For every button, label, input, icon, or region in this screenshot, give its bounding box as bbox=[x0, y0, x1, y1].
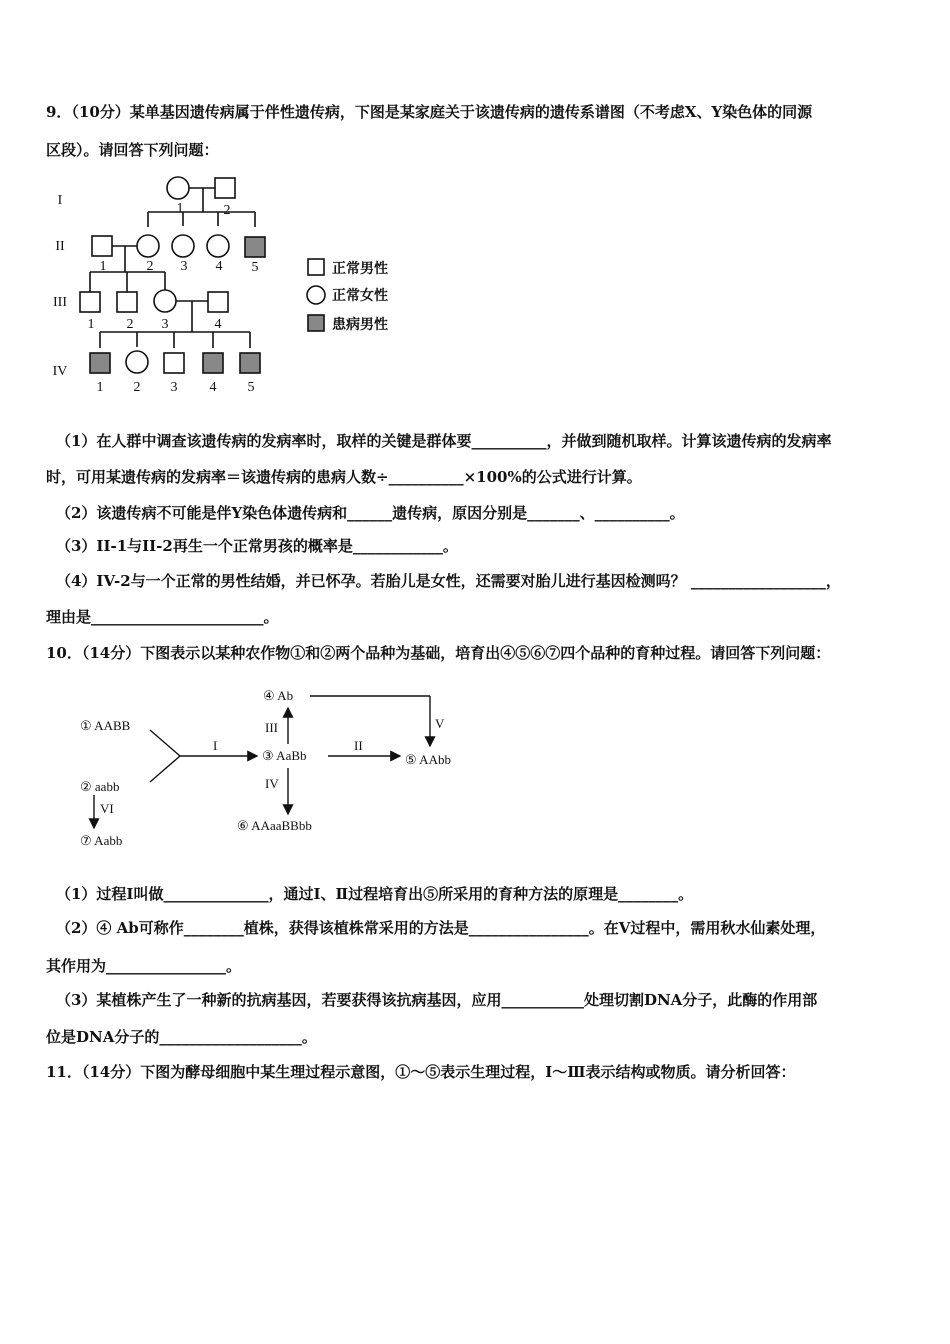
pedigree-III-2 bbox=[117, 292, 137, 312]
svg-text:2: 2 bbox=[146, 259, 154, 274]
process-I: I bbox=[213, 738, 218, 753]
q9-part2: （2）该遗传病不可能是伴Y染色体遗传病和______遗传病，原因分别是_______、__________。 bbox=[56, 504, 685, 522]
legend-normal-male-symbol bbox=[308, 259, 324, 275]
pedigree-II-4 bbox=[207, 235, 229, 257]
pedigree-IV-4 bbox=[203, 353, 223, 373]
legend-affected-male: 患病男性 bbox=[332, 318, 388, 333]
process-II: II bbox=[354, 738, 363, 753]
svg-text:2: 2 bbox=[223, 203, 231, 218]
svg-text:1: 1 bbox=[87, 317, 95, 332]
legend-normal-male: 正常男性 bbox=[332, 262, 388, 277]
process-III: III bbox=[265, 720, 278, 735]
pedigree-IV-1 bbox=[90, 353, 110, 373]
node-2: ② aabb bbox=[80, 779, 120, 794]
q9-stem-line1: 9．（10分）某单基因遗传病属于伴性遗传病，下图是某家庭关于该遗传病的遗传系谱图（不考虑X、Y染色体的同源 bbox=[46, 103, 813, 121]
svg-text:5: 5 bbox=[251, 260, 259, 275]
svg-text:1: 1 bbox=[96, 380, 104, 395]
node-3: ③ AaBb bbox=[262, 748, 307, 763]
pedigree-II-1 bbox=[92, 236, 112, 256]
svg-text:3: 3 bbox=[170, 380, 178, 395]
pedigree-II-3 bbox=[172, 235, 194, 257]
legend-normal-female-symbol bbox=[307, 286, 325, 304]
gen-label-I: I bbox=[57, 193, 63, 208]
svg-text:3: 3 bbox=[180, 259, 188, 274]
gen-label-III: III bbox=[53, 295, 67, 310]
pedigree-III-1 bbox=[80, 292, 100, 312]
svg-text:2: 2 bbox=[133, 380, 141, 395]
svg-text:4: 4 bbox=[209, 380, 217, 395]
q10-part2-line1: （2）④ Ab可称作________植株，获得该植株常采用的方法是________________。在V过程中，需用秋水仙素处理， bbox=[56, 919, 826, 937]
q11-stem: 11．（14分）下图为酵母细胞中某生理过程示意图，①～⑤表示生理过程，Ⅰ～Ⅲ表示结构或物质。请分析回答： bbox=[46, 1063, 796, 1081]
node-4: ④ Ab bbox=[263, 688, 294, 703]
svg-text:1: 1 bbox=[176, 201, 184, 216]
pedigree-I-2 bbox=[215, 178, 235, 198]
q9-part1-line2: 时，可用某遗传病的发病率＝该遗传病的患病人数÷__________×100%的公式进行计算。 bbox=[46, 468, 642, 486]
node-6: ⑥ AAaaBBbb bbox=[237, 818, 312, 833]
legend-normal-female: 正常女性 bbox=[332, 289, 388, 304]
svg-text:4: 4 bbox=[214, 317, 222, 332]
pedigree-IV-5 bbox=[240, 353, 260, 373]
gen-label-IV: IV bbox=[52, 364, 68, 379]
process-IV: IV bbox=[265, 776, 279, 791]
pedigree-III-4 bbox=[208, 292, 228, 312]
q10-stem: 10．（14分）下图表示以某种农作物①和②两个品种为基础，培育出④⑤⑥⑦四个品种的育种过程。请回答下列问题： bbox=[46, 644, 831, 662]
breeding-diagram bbox=[70, 680, 490, 860]
q10-part3-line2: 位是DNA分子的___________________。 bbox=[46, 1028, 317, 1046]
legend-affected-male-symbol bbox=[308, 315, 324, 331]
process-V: V bbox=[435, 716, 445, 731]
gen-label-II: II bbox=[55, 239, 65, 254]
q9-stem-line2: 区段）。请回答下列问题： bbox=[46, 141, 219, 159]
svg-text:3: 3 bbox=[161, 317, 169, 332]
svg-text:5: 5 bbox=[247, 380, 255, 395]
pedigree-IV-2 bbox=[126, 351, 148, 373]
svg-text:2: 2 bbox=[126, 317, 134, 332]
pedigree-chart bbox=[40, 170, 420, 400]
svg-text:4: 4 bbox=[215, 259, 223, 274]
node-5: ⑤ AAbb bbox=[405, 752, 451, 767]
q10-part1: （1）过程I叫做______________，通过I、Ⅱ过程培育出⑤所采用的育种方法的原理是________。 bbox=[56, 885, 694, 903]
svg-text:1: 1 bbox=[99, 259, 107, 274]
pedigree-IV-3 bbox=[164, 353, 184, 373]
pedigree-II-2 bbox=[137, 235, 159, 257]
process-VI: VI bbox=[100, 801, 114, 816]
pedigree-III-3 bbox=[154, 290, 176, 312]
q10-part2-line2: 其作用为________________。 bbox=[46, 957, 242, 975]
q10-part3-line1: （3）某植株产生了一种新的抗病基因，若要获得该抗病基因，应用___________处理切割DNA分子，此酶的作用部 bbox=[56, 991, 818, 1009]
q9-part4-line1: （4）IV-2与一个正常的男性结婚，并已怀孕。若胎儿是女性，还需要对胎儿进行基因检测吗？ __________________， bbox=[56, 572, 841, 590]
node-7: ⑦ Aabb bbox=[80, 833, 123, 848]
pedigree-II-5 bbox=[245, 237, 265, 257]
q9-part4-line2: 理由是_______________________。 bbox=[46, 608, 279, 626]
node-1: ① AABB bbox=[80, 718, 131, 733]
q9-part1-line1: （1）在人群中调查该遗传病的发病率时，取样的关键是群体要__________，并做到随机取样。计算该遗传病的发病率 bbox=[56, 432, 832, 450]
q9-part3: （3）II-1与II-2再生一个正常男孩的概率是____________。 bbox=[56, 537, 458, 555]
pedigree-I-1 bbox=[167, 177, 189, 199]
